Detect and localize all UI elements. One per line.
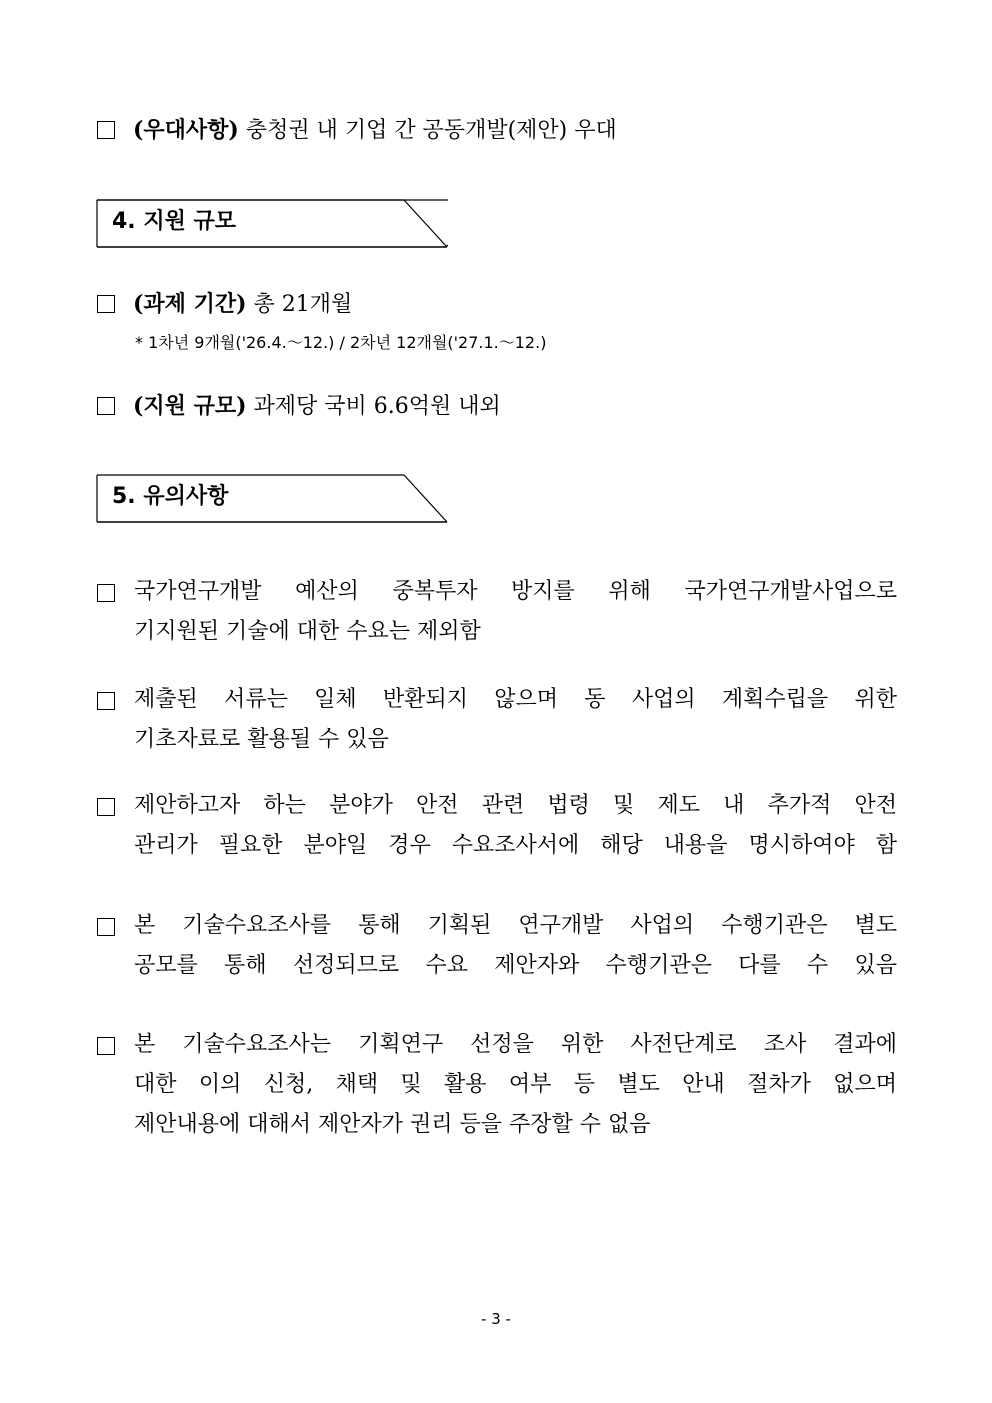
scale-text: 과제당 국비 6.6억원 내외: [246, 394, 501, 419]
checkbox-square-icon: [97, 295, 115, 313]
note-line: 제안내용에 대해서 제안자가 권리 등을 주장할 수 없음: [134, 1112, 651, 1137]
checkbox-square-icon: [97, 121, 115, 139]
note-line: 본 기술수요조사를 통해 기획된 연구개발 사업의 수행기관은 별도: [134, 913, 897, 938]
section-4-header: [96, 199, 448, 249]
checkbox-square-icon: [97, 1037, 115, 1055]
note-line: 관리가 필요한 분야일 경우 수요조사서에 해당 내용을 명시하여야 함: [134, 833, 897, 858]
preference-text: 충청권 내 기업 간 공동개발(제안) 우대: [238, 118, 617, 143]
note-line: 국가연구개발 예산의 중복투자 방지를 위해 국가연구개발사업으로: [134, 579, 897, 604]
note-line: 본 기술수요조사는 기획연구 선정을 위한 사전단계로 조사 결과에: [134, 1032, 897, 1057]
preference-label: (우대사항): [133, 117, 239, 143]
section-4-title: 4. 지원 규모: [112, 209, 236, 234]
section-5-title: 5. 유의사항: [112, 484, 229, 509]
note-line: 기초자료로 활용될 수 있음: [134, 727, 389, 752]
checkbox-square-icon: [97, 798, 115, 816]
period-label: (과제 기간): [133, 291, 247, 317]
note-line: 기지원된 기술에 대한 수요는 제외함: [134, 619, 481, 644]
scale-label: (지원 규모): [133, 393, 247, 419]
page-number: - 3 -: [481, 1310, 511, 1328]
note-line: 대한 이의 신청, 채택 및 활용 여부 등 별도 안내 절차가 없으며: [134, 1072, 897, 1097]
checkbox-square-icon: [97, 397, 115, 415]
note-line: 제출된 서류는 일체 반환되지 않으며 동 사업의 계획수립을 위한: [134, 687, 897, 712]
checkbox-square-icon: [97, 692, 115, 710]
note-line: 공모를 통해 선정되므로 수요 제안자와 수행기관은 다를 수 있음: [134, 953, 897, 978]
section-5-header: [96, 474, 448, 524]
checkbox-square-icon: [97, 918, 115, 936]
checkbox-square-icon: [97, 584, 115, 602]
period-note: * 1차년 9개월('26.4.～12.) / 2차년 12개월('27.1.～12.): [135, 333, 547, 352]
period-text: 총 21개월: [246, 292, 353, 317]
note-line: 제안하고자 하는 분야가 안전 관련 법령 및 제도 내 추가적 안전: [134, 793, 897, 818]
